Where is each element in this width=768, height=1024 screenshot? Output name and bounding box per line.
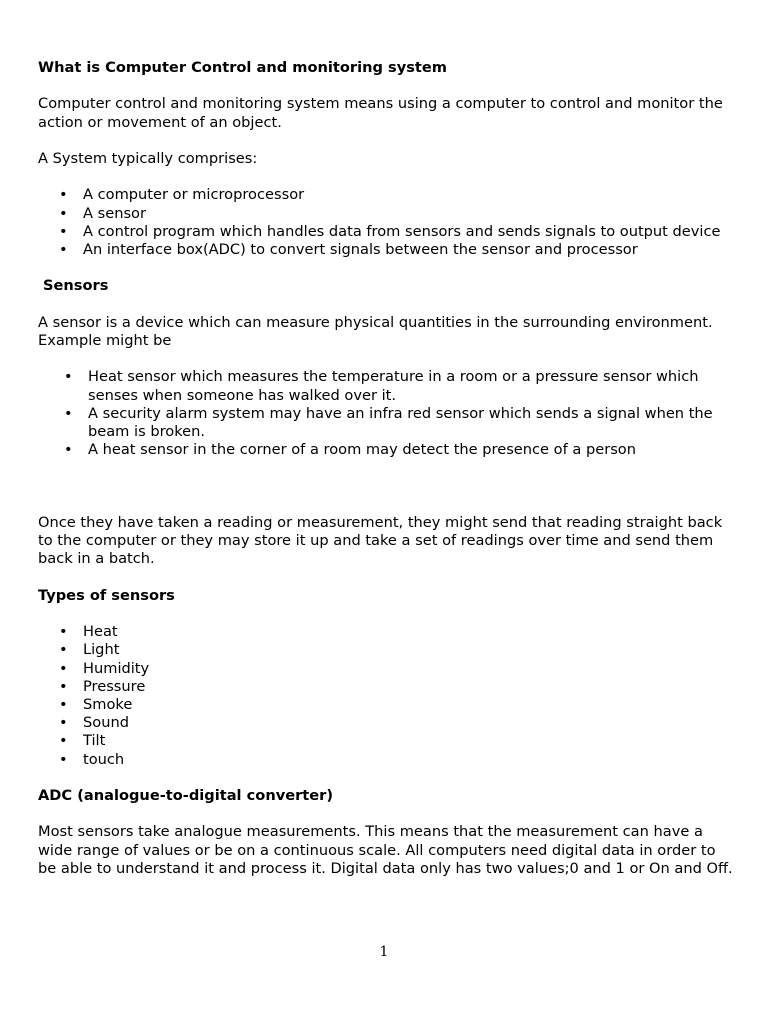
list-item: • Smoke [59, 695, 133, 713]
list-item: • A security alarm system may have an infra red sensor which sends a signal when the beam is broken. [64, 404, 713, 440]
list-item: • An interface box(ADC) to convert signals between the sensor and processor [59, 240, 638, 258]
system-components-list [38, 186, 738, 259]
bullet-icon: • [59, 714, 68, 732]
page-number: 1 [379, 944, 389, 960]
bullet-icon: • [59, 732, 68, 750]
list-item: • touch [59, 750, 125, 768]
sensor-examples-list [38, 368, 738, 459]
list-item: • Humidity [59, 659, 150, 677]
list-item: • Heat sensor which measures the temperature in a room or a pressure sensor which senses when someone has walked over it. [64, 368, 699, 404]
bullet-icon: • [59, 750, 68, 768]
bullet-icon: • [64, 441, 73, 459]
heading-sensors: Sensors [43, 277, 109, 295]
reading-paragraph: Once they have taken a reading or measurement, they might send that reading straight back to the computer or they may store it up and take a set of readings over time and send them back in a batch. [38, 513, 723, 568]
bullet-icon: • [59, 695, 68, 713]
list-item: • A heat sensor in the corner of a room may detect the presence of a person [64, 441, 636, 459]
bullet-icon: • [59, 186, 68, 204]
list-item: • Pressure [59, 677, 146, 695]
bullet-icon: • [64, 368, 73, 386]
bullet-icon: • [59, 659, 68, 677]
list-item: • Light [59, 641, 120, 659]
bullet-icon: • [59, 204, 68, 222]
adc-paragraph: Most sensors take analogue measurements. This means that the measurement can have a wide range of values or be on a continuous scale. All computers need digital data in order to be able to understand it and process it. Digital data only has two values;0 and 1 or On and Off. [38, 823, 733, 877]
sensor-paragraph: A sensor is a device which can measure physical quantities in the surrounding environment. Example might be [38, 313, 713, 349]
list-item: • Heat [59, 623, 118, 641]
list-item: • A computer or microprocessor [59, 186, 305, 204]
sensor-types-list [38, 623, 738, 769]
list-item: • A sensor [59, 204, 146, 222]
heading-main: What is Computer Control and monitoring system [38, 59, 447, 76]
list-item: • Sound [59, 714, 129, 732]
list-item: • Tilt [59, 732, 106, 750]
bullet-icon: • [59, 677, 68, 695]
heading-types-of-sensors: Types of sensors [38, 586, 175, 604]
heading-adc: ADC (analogue-to-digital converter) [38, 786, 334, 804]
list-item: • A control program which handles data from sensors and sends signals to output device [59, 222, 721, 240]
intro-paragraph: Computer control and monitoring system means using a computer to control and monitor the action or movement of an object. [38, 95, 723, 131]
bullet-icon: • [59, 240, 68, 258]
bullet-icon: • [59, 641, 68, 659]
bullet-icon: • [59, 222, 68, 240]
bullet-icon: • [59, 623, 68, 641]
bullet-icon: • [64, 404, 73, 422]
system-intro: A System typically comprises: [38, 149, 258, 167]
document-page [38, 59, 738, 878]
